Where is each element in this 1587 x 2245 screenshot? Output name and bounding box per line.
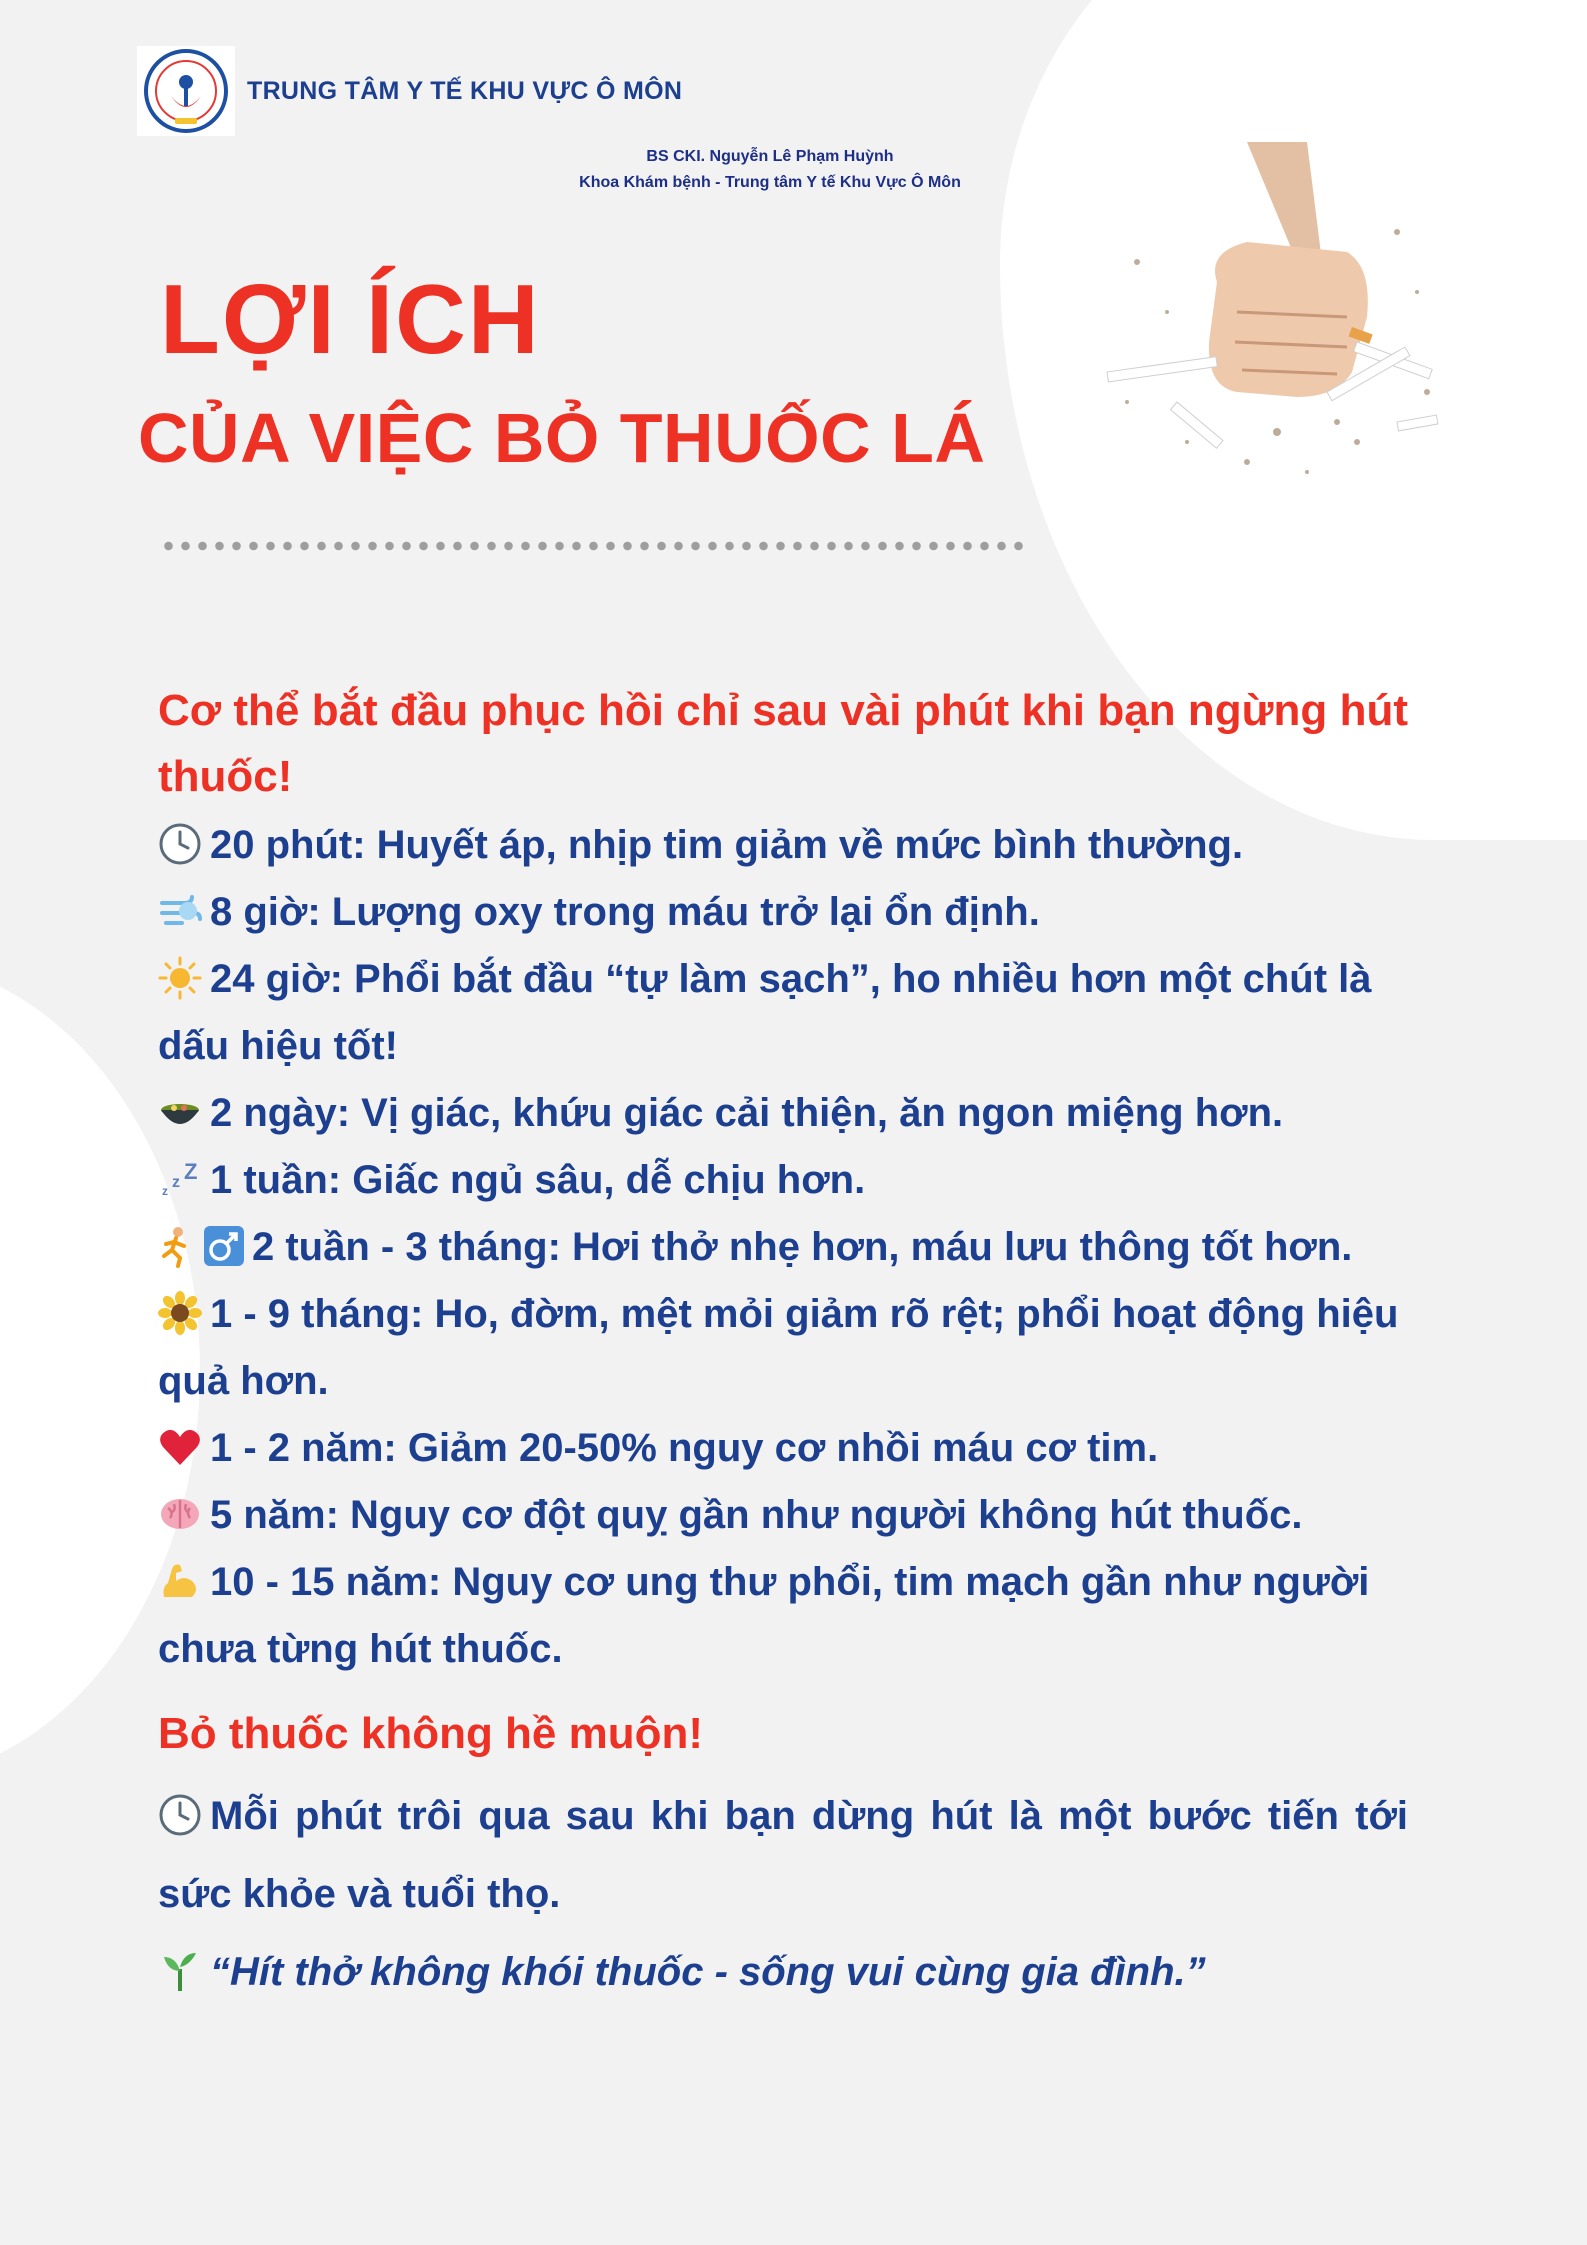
timeline-text: 1 - 9 tháng: Ho, đờm, mệt mỏi giảm rõ rệt; phổi hoạt động hiệu quả hơn. xyxy=(158,1292,1399,1403)
org-name: TRUNG TÂM Y TẾ KHU VỰC Ô MÔN xyxy=(247,76,683,105)
title-line-2: CỦA VIỆC BỎ THUỐC LÁ xyxy=(138,399,986,477)
heart-icon xyxy=(158,1425,202,1469)
main-content xyxy=(158,678,1408,2011)
timeline-item xyxy=(158,1482,1408,1549)
svg-text:z: z xyxy=(162,1184,168,1198)
timeline-item xyxy=(158,1147,1408,1214)
clock-icon xyxy=(158,1793,202,1837)
recovery-timeline xyxy=(158,812,1408,1683)
timeline-text: 10 - 15 năm: Nguy cơ ung thư phổi, tim mạch gần như người chưa từng hút thuốc. xyxy=(158,1560,1370,1671)
author-block xyxy=(540,144,1000,196)
quote-text: “Hít thở không khói thuốc - sống vui cùng gia đình.” xyxy=(210,1950,1206,1994)
author-name: BS CKI. Nguyễn Lê Phạm Huỳnh xyxy=(646,148,894,165)
dotted-divider xyxy=(160,540,1030,552)
closing-heading: Bỏ thuốc không hề muộn! xyxy=(158,1709,704,1758)
svg-text:z: z xyxy=(172,1174,180,1191)
timeline-text: 1 tuần: Giấc ngủ sâu, dễ chịu hơn. xyxy=(210,1158,866,1202)
sleep-icon xyxy=(158,1157,202,1201)
intro-heading: Cơ thể bắt đầu phục hồi chỉ sau vài phút khi bạn ngừng hút thuốc! xyxy=(158,686,1408,801)
runner-icon xyxy=(158,1224,244,1268)
timeline-text: 24 giờ: Phổi bắt đầu “tự làm sạch”, ho nhiều hơn một chút là dấu hiệu tốt! xyxy=(158,957,1372,1068)
muscle-icon xyxy=(158,1559,202,1603)
timeline-item xyxy=(158,1281,1408,1415)
timeline-item xyxy=(158,1214,1408,1281)
timeline-item xyxy=(158,1080,1408,1147)
timeline-text: 2 ngày: Vị giác, khứu giác cải thiện, ăn ngon miệng hơn. xyxy=(210,1091,1284,1135)
timeline-text: 1 - 2 năm: Giảm 20-50% nguy cơ nhồi máu cơ tim. xyxy=(210,1426,1159,1470)
timeline-item xyxy=(158,1415,1408,1482)
clock-icon xyxy=(158,822,202,866)
closing-quote xyxy=(158,1933,1408,2011)
timeline-text: 5 năm: Nguy cơ đột quỵ gần như người không hút thuốc. xyxy=(210,1493,1303,1537)
timeline-item xyxy=(158,1549,1408,1683)
closing-line xyxy=(158,1777,1408,1933)
brain-icon xyxy=(158,1492,202,1536)
closing-text: Mỗi phút trôi qua sau khi bạn dừng hút là một bước tiến tới sức khỏe và tuổi thọ. xyxy=(158,1794,1408,1916)
timeline-text: 8 giờ: Lượng oxy trong máu trở lại ổn định. xyxy=(210,890,1040,934)
timeline-item xyxy=(158,879,1408,946)
sun-icon xyxy=(158,956,202,1000)
title-line-1: LỢI ÍCH xyxy=(160,264,541,374)
header xyxy=(137,46,682,136)
timeline-item xyxy=(158,812,1408,879)
wind-icon xyxy=(158,889,202,933)
logo xyxy=(137,46,235,136)
seedling-icon xyxy=(158,1949,202,1993)
bowl-icon xyxy=(158,1090,202,1134)
timeline-text: 2 tuần - 3 tháng: Hơi thở nhẹ hơn, máu lưu thông tốt hơn. xyxy=(252,1225,1353,1269)
closing-block xyxy=(158,1777,1408,2011)
hand-crushing-cigarettes-image xyxy=(1097,142,1449,500)
svg-text:Z: Z xyxy=(184,1159,198,1184)
sunflower-icon xyxy=(158,1291,202,1335)
timeline-text: 20 phút: Huyết áp, nhịp tim giảm về mức bình thường. xyxy=(210,823,1244,867)
timeline-item xyxy=(158,946,1408,1080)
author-department: Khoa Khám bệnh - Trung tâm Y tế Khu Vực Ô Môn xyxy=(579,174,961,191)
